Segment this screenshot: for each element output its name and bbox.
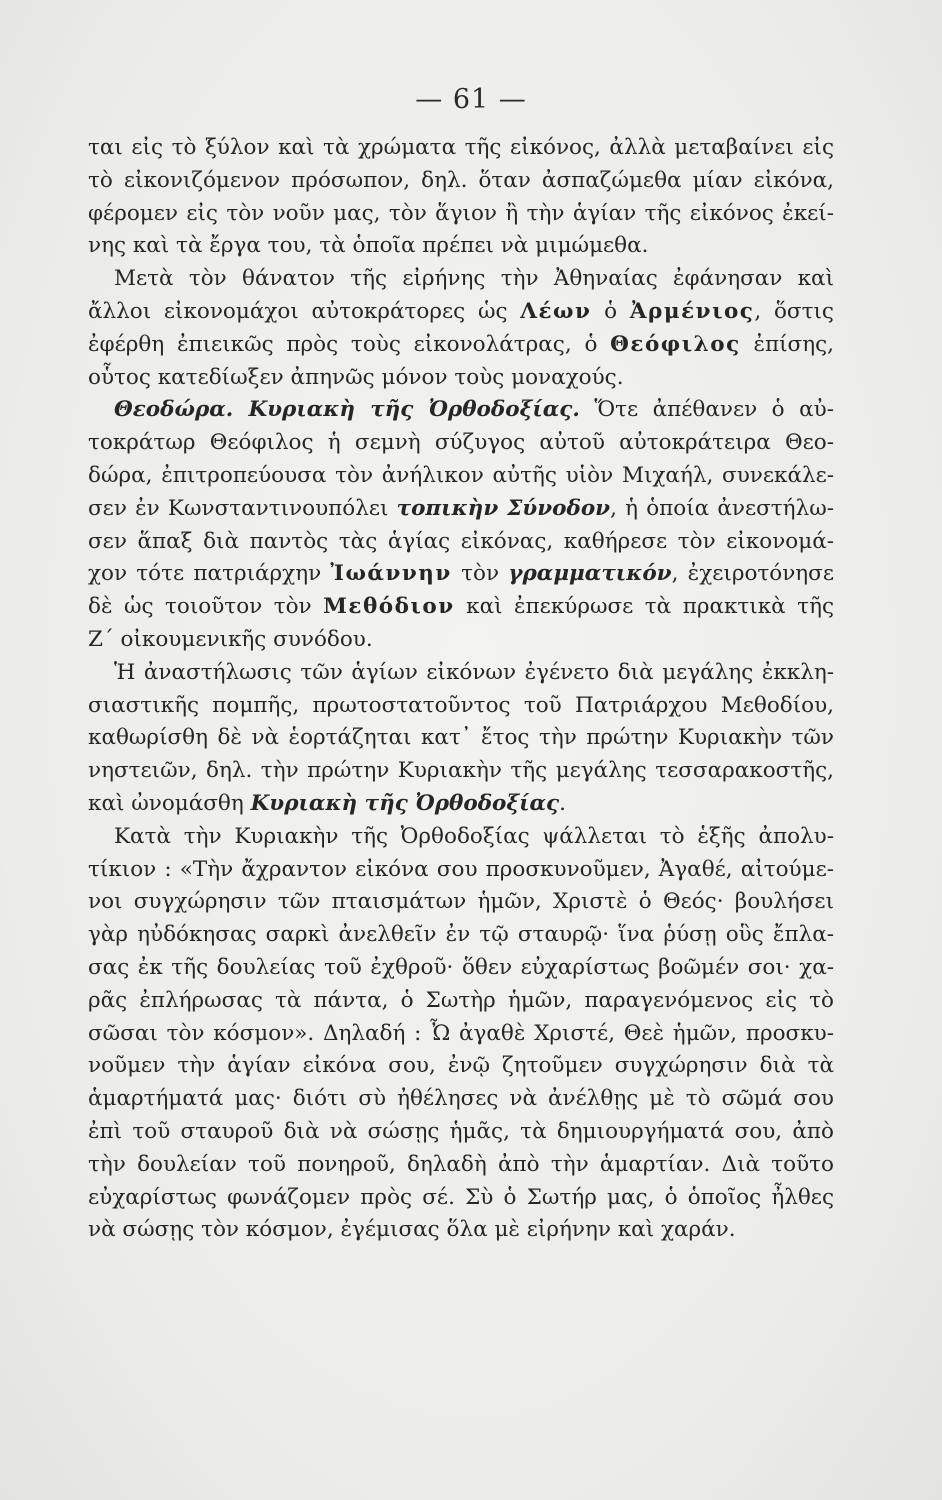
text-run: χον τότε πατριάρχην (88, 561, 331, 587)
text-line: οὗτος κατεδίωξεν ἀπηνῶς μόνον τοὺς μοναχούς. (88, 364, 624, 390)
text-line: ται εἰς τὸ ξύλον καὶ τὰ χρώματα τῆς εἰκόνος, ἀλλὰ μεταβαίνει εἰς (88, 135, 834, 160)
text-line (88, 493, 834, 526)
italic-phrase: τοπικὴν Σύνοδον (396, 495, 611, 521)
text-run: . (559, 790, 566, 816)
text-run: Μετὰ τὸν θάνατον τῆς εἰρήνης τὴν Ἀθηναίας ἐφάνησαν καὶ (114, 266, 834, 292)
text-run: ὁ (591, 298, 630, 324)
text-run: , ἡ ὁποία ἀνεστήλω- (610, 495, 834, 521)
text-line (88, 591, 834, 624)
body-text (88, 132, 834, 1247)
text-run: Ὅτε ἀπέθανεν ὁ αὐ- (579, 397, 834, 423)
text-run: Ἡ ἀναστήλωσις τῶν ἁγίων εἰκόνων ἐγένετο διὰ μεγάλης ἐκκλη- (114, 659, 834, 685)
page-number: — 61 — (415, 84, 527, 115)
text-line (88, 296, 834, 329)
text-line: ἁμαρτήματά μας· διότι σὺ ἠθέλησες νὰ ἀνέλθῃς μὲ τὸ σῶμά σου (88, 1086, 834, 1112)
text-line: καθωρίσθη δὲ νὰ ἑορτάζηται κατ᾽ ἔτος τὴν πρώτην Κυριακὴν τῶν (88, 725, 834, 751)
text-run: ἐπίσης, (740, 331, 834, 357)
text-run: , ἐχειροτόνησε (671, 561, 834, 587)
text-line: τὴν δουλείαν τοῦ πονηροῦ, δηλαδὴ ἀπὸ τὴν ἁμαρτίαν. Διὰ τοῦτο (88, 1151, 834, 1177)
text-line: νηστειῶν, δηλ. τὴν πρώτην Κυριακὴν τῆς μεγάλης τεσσαρακοστῆς, (88, 758, 834, 784)
text-run: τὸν (451, 561, 509, 587)
text-line (88, 657, 834, 690)
text-run: δὲ ὡς τοιοῦτον τὸν (88, 594, 324, 620)
spaced-name: Μεθόδιον (323, 594, 455, 620)
text-line (88, 329, 834, 362)
text-line: τοκράτωρ Θεόφιλος ἡ σεμνὴ σύζυγος αὐτοῦ αὐτοκράτειρα Θεο- (88, 430, 834, 456)
text-line: σῶσαι τὸν κόσμον». Δηλαδή : Ὦ ἀγαθὲ Χριστέ, Θεὲ ἡμῶν, προσκυ- (88, 1020, 834, 1046)
text-line: ρᾶς ἐπλήρωσας τὰ πάντα, ὁ Σωτὴρ ἡμῶν, παραγενόμενος εἰς τὸ (88, 987, 834, 1013)
spaced-name: Ἰωάννην (330, 561, 452, 587)
text-line: ἐπὶ τοῦ σταυροῦ διὰ νὰ σώσῃς ἡμᾶς, τὰ δημιουργήματά σου, ἀπὸ (88, 1118, 834, 1144)
text-run: ἄλλοι εἰκονομάχοι αὐτοκράτορες ὡς (88, 298, 521, 324)
text-line (88, 394, 834, 427)
text-line: γὰρ ηὐδόκησας σαρκὶ ἀνελθεῖν ἐν τῷ σταυρῷ· ἵνα ῥύσῃ οὓς ἔπλα- (88, 922, 834, 948)
text-line: τὸ εἰκονιζόμενον πρόσωπον, δηλ. ὅταν ἀσπαζώμεθα μίαν εἰκόνα, (88, 167, 834, 193)
italic-phrase: Θεοδώρα. Κυριακὴ τῆς Ὀρθοδοξίας. (114, 397, 580, 423)
text-line: σιαστικῆς πομπῆς, πρωτοστατοῦντος τοῦ Πατριάρχου Μεθοδίου, (88, 692, 834, 718)
text-line: δώρα, ἐπιτροπεύουσα τὸν ἀνήλικον αὐτῆς υἱὸν Μιχαήλ, συνεκάλε- (88, 462, 834, 488)
italic-phrase: Κυριακὴ τῆς Ὀρθοδοξίας (250, 790, 560, 816)
text-line: νοι συγχώρησιν τῶν πταισμάτων ἡμῶν, Χριστὲ ὁ Θεός· βουλήσει (88, 889, 834, 915)
spaced-name: Ἀρμένιος (629, 298, 755, 324)
text-run: ἐφέρθη ἐπιεικῶς πρὸς τοὺς εἰκονολάτρας, ὁ (88, 331, 611, 357)
text-line (88, 558, 834, 591)
spaced-name: Λέων (520, 298, 592, 324)
text-line: νοῦμεν τὴν ἁγίαν εἰκόνα σου, ἐνῷ ζητοῦμεν συγχώρησιν διὰ τὰ (88, 1053, 834, 1079)
spaced-name: Θεόφιλος (610, 331, 741, 357)
text-line: σας ἐκ τῆς δουλείας τοῦ ἐχθροῦ· ὅθεν εὐχαρίστως βοῶμέν σοι· χα- (88, 954, 834, 980)
text-line (88, 788, 834, 821)
text-line: τίκιον : «Τὴν ἄχραντον εἰκόνα σου προσκυνοῦμεν, Ἀγαθέ, αἰτούμε- (88, 856, 834, 882)
text-line: φέρομεν εἰς τὸν νοῦν μας, τὸν ἅγιον ἢ τὴν ἁγίαν τῆς εἰκόνος ἐκεί- (88, 200, 834, 226)
text-run: καὶ ὠνομάσθη (88, 790, 251, 816)
text-line: νης καὶ τὰ ἔργα του, τὰ ὁποῖα πρέπει νὰ μιμώμεθα. (88, 233, 649, 259)
text-line: Ζ´ οἰκουμενικῆς συνόδου. (88, 626, 373, 652)
text-run: καὶ ἐπεκύρωσε τὰ πρακτικὰ τῆς (454, 594, 834, 620)
text-line: εὐχαρίστως φωνάζομεν πρὸς σέ. Σὺ ὁ Σωτήρ μας, ὁ ὁποῖος ἦλθες (88, 1184, 834, 1210)
text-line (88, 263, 834, 296)
text-run: Κατὰ τὴν Κυριακὴν τῆς Ὀρθοδοξίας ψάλλεται τὸ ἑξῆς ἀπολυ- (114, 823, 834, 849)
text-line: νὰ σώσῃς τὸν κόσμον, ἐγέμισας ὅλα μὲ εἰρήνην καὶ χαράν. (88, 1217, 736, 1243)
text-run: , ὅστις (754, 298, 834, 324)
text-run: σεν ἐν Κωνσταντινουπόλει (88, 495, 397, 521)
text-line (88, 821, 834, 854)
italic-phrase: γραμματικόν (508, 561, 672, 587)
text-line: σεν ἅπαξ διὰ παντὸς τὰς ἁγίας εἰκόνας, καθήρεσε τὸν εἰκονομά- (88, 528, 834, 554)
